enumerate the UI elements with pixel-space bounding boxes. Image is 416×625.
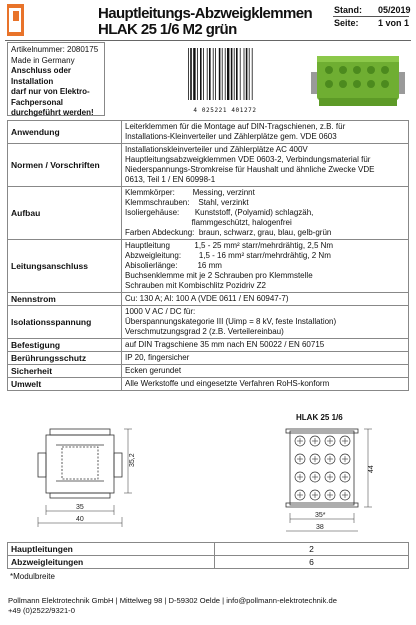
barcode-bar xyxy=(193,48,195,100)
spec-line: 1000 V AC / DC für: xyxy=(125,307,196,316)
barcode-bar xyxy=(222,48,223,100)
warning-line-2: darf nur von Elektro- xyxy=(11,87,90,96)
barcode-bar xyxy=(240,48,241,100)
warning-line-4: durchgeführt werden! xyxy=(11,108,94,117)
spec-value xyxy=(122,240,409,293)
product-name: HLAK 25 1/6 M2 grün xyxy=(98,21,237,38)
spec-label: Aufbau xyxy=(8,187,122,240)
dim-width-35star: 35* xyxy=(315,512,326,519)
table-row xyxy=(8,556,409,569)
barcode-bar xyxy=(252,48,253,100)
spec-value xyxy=(122,378,409,391)
table-row xyxy=(8,306,409,339)
table-row xyxy=(8,352,409,365)
spec-line: Verschmutzungsgrad 2 (z.B. Verteilereinbau) xyxy=(125,327,284,336)
spec-line: Buchsenklemme mit je 2 Schrauben pro Klemmstelle xyxy=(125,271,313,280)
spec-label: Anwendung xyxy=(8,121,122,144)
spec-label: Umwelt xyxy=(8,378,122,391)
spec-line: Ecken gerundet xyxy=(125,366,182,375)
origin-text: Made in Germany xyxy=(11,55,75,65)
spec-line: Schrauben mit Kombischlitz Pozidriv Z2 xyxy=(125,281,266,290)
article-info-box xyxy=(7,42,105,116)
seite-label: Seite: xyxy=(334,18,359,28)
spec-line: auf DIN Tragschiene 35 mm nach EN 50022 / EN 60715 xyxy=(125,340,325,349)
spec-line: Klemmschrauben: Stahl, verzinkt xyxy=(125,198,249,207)
barcode-bar xyxy=(190,48,192,100)
module-value: 2 xyxy=(215,543,409,556)
spec-line: flammgeschützt, halogenfrei xyxy=(125,218,292,227)
barcode-bar xyxy=(234,48,235,100)
table-row xyxy=(8,293,409,306)
logo-mark-inner xyxy=(13,11,19,21)
dim-width-38: 38 xyxy=(316,524,324,531)
seite-value: 1 von 1 xyxy=(378,18,410,28)
spec-line: Leiterklemmen für die Montage auf DIN-Tragschienen, z.B. für xyxy=(125,122,346,131)
spec-line: 0613, Teil 1 / EN 60998-1 xyxy=(125,175,216,184)
spec-line: Abisolierlänge: 16 mm xyxy=(125,261,222,270)
page-title: Hauptleitungs-Abzweigklemmen xyxy=(98,5,313,22)
specification-table xyxy=(7,120,409,391)
table-row xyxy=(8,240,409,293)
dim-height-right: 44 xyxy=(368,465,375,473)
barcode-bar xyxy=(200,48,202,100)
spec-value xyxy=(122,144,409,187)
barcode-bar xyxy=(231,48,233,100)
barcode-bar xyxy=(249,48,250,100)
module-label: Hauptleitungen xyxy=(8,543,215,556)
spec-line: Alle Werkstoffe und eingesetzte Verfahren RoHS-konform xyxy=(125,379,330,388)
dim-width-35: 35 xyxy=(76,504,84,511)
stand-label: Stand: xyxy=(334,5,362,15)
barcode-bar xyxy=(188,48,189,100)
spec-line: Abzweigleitung: 1,5 - 16 mm² starr/mehrdrähtig, 2 Nm xyxy=(125,251,331,260)
product-image xyxy=(305,48,411,110)
spec-line: Niederspannungs-Stromkreise für Haushalt und ähnliche Zwecke VDE xyxy=(125,165,375,174)
table-row xyxy=(8,365,409,378)
barcode-bars xyxy=(186,46,264,102)
barcode-bar xyxy=(246,48,248,100)
spec-label: Nennstrom xyxy=(8,293,122,306)
table-row xyxy=(8,121,409,144)
spec-value xyxy=(122,306,409,339)
spec-line: Überspannungskategorie III (Uimp = 8 kV, feste Installation) xyxy=(125,317,337,326)
spec-line: Cu: 130 A; Al: 100 A (VDE 0611 / EN 60947-7) xyxy=(125,294,289,303)
barcode-bar xyxy=(207,48,208,100)
stand-value: 05/2019 xyxy=(378,5,411,15)
barcode-bar xyxy=(244,48,245,100)
barcode-bar xyxy=(203,48,204,100)
footer-phone: +49 (0)2522/9321-0 xyxy=(8,606,75,615)
dim-width-40: 40 xyxy=(76,516,84,523)
spec-line: Hauptleitungsabzweigklemmen VDE 0603-2, Verbindungsmaterial für xyxy=(125,155,371,164)
spec-line: Isoliergehäuse: Kunststoff, (Polyamid) schlagzäh, xyxy=(125,208,314,217)
warning-line-3: Fachpersonal xyxy=(11,97,64,107)
spec-value xyxy=(122,352,409,365)
spec-label: Sicherheit xyxy=(8,365,122,378)
table-row xyxy=(8,543,409,556)
table-row xyxy=(8,187,409,240)
spec-line: Installations-Kleinverteiler und Zählerplätze gem. VDE 0603 xyxy=(125,132,337,141)
spec-line: Installationskleinverteiler und Zählerplätze AC 400V xyxy=(125,145,308,154)
spec-value xyxy=(122,121,409,144)
barcode-bar xyxy=(209,48,211,100)
table-row xyxy=(8,378,409,391)
spec-label: Befestigung xyxy=(8,339,122,352)
dim-height-left: 35,2 xyxy=(129,453,136,467)
table-row xyxy=(8,144,409,187)
header-rule xyxy=(5,40,411,41)
spec-label: Isolationsspannung xyxy=(8,306,122,339)
spec-line: Farben Abdeckung: braun, schwarz, grau, blau, gelb-grün xyxy=(125,228,332,237)
spec-label: Berührungsschutz xyxy=(8,352,122,365)
barcode-bar xyxy=(236,48,238,100)
module-table xyxy=(7,542,409,569)
spec-value xyxy=(122,339,409,352)
module-label: Abzweigleitungen xyxy=(8,556,215,569)
footnote: *Modulbreite xyxy=(10,572,55,581)
spec-line: Klemmkörper: Messing, verzinnt xyxy=(125,188,255,197)
technical-drawing xyxy=(28,425,408,535)
header-divider xyxy=(333,16,409,17)
spec-line: Hauptleitung 1,5 - 25 mm² starr/mehrdrähtig, 2,5 Nm xyxy=(125,241,334,250)
spec-label: Leitungsanschluss xyxy=(8,240,122,293)
barcode xyxy=(186,46,264,112)
barcode-bar xyxy=(197,48,198,100)
module-value: 6 xyxy=(215,556,409,569)
spec-value xyxy=(122,293,409,306)
spec-line: IP 20, fingersicher xyxy=(125,353,190,362)
barcode-bar xyxy=(213,48,214,100)
barcode-bar xyxy=(215,48,216,100)
barcode-bar xyxy=(227,48,229,100)
warning-line-1: Anschluss oder Installation xyxy=(11,66,72,86)
article-number: Artikelnummer: 2080175 xyxy=(11,45,99,54)
screw-grid xyxy=(295,436,350,500)
barcode-bar xyxy=(225,48,226,100)
footer-address: Pollmann Elektrotechnik GmbH | Mittelweg 98 | D-59302 Oelde | info@pollmann-elektrotechnik.de xyxy=(8,596,337,605)
spec-label: Normen / Vorschriften xyxy=(8,144,122,187)
table-row xyxy=(8,339,409,352)
spec-value xyxy=(122,187,409,240)
barcode-bar xyxy=(219,48,221,100)
side-view xyxy=(38,429,122,498)
drawing-heading: HLAK 25 1/6 xyxy=(296,413,343,422)
spec-value xyxy=(122,365,409,378)
barcode-number: 4 025221 401272 xyxy=(193,107,257,114)
